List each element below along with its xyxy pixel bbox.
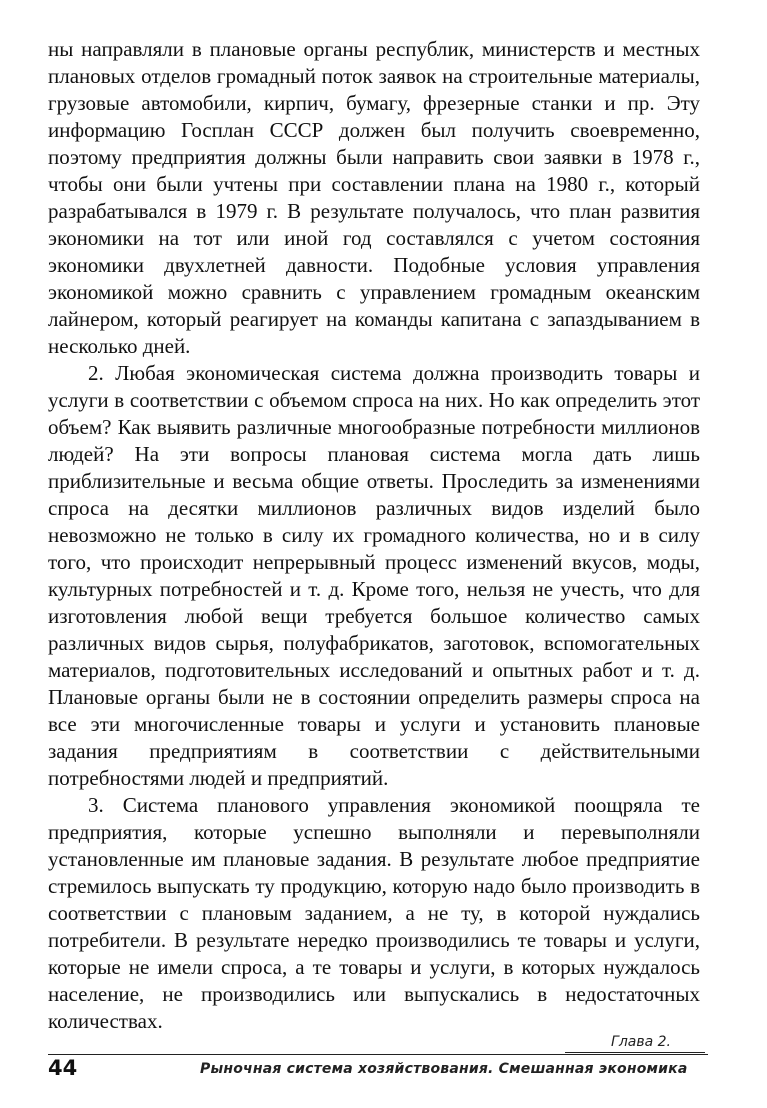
paragraph-point-2: 2. Любая экономическая система должна производить товары и услуги в соответствии с объемом спроса на них. Но как определить этот объем? Как выявить различные многообразные потребности миллионов людей? На эти вопросы плановая система могла дать лишь приблизительные и весьма общие ответы. Проследить за изменениями спроса на десятки миллионов различных видов изделий было невозможно не только в силу их громадного количества, но и в силу того, что происходит непрерывный процесс изменений вкусов, моды, культурных потребностей и т. д. Кроме того, нельзя не учесть, что для изготовления любой вещи требуется большое количество самых различных видов сырья, полуфабрикатов, заготовок, вспомогательных материалов, подготовительных исследований и опытных работ и т. д. Плановые органы были не в состоянии определить размеры спроса на все эти многочисленные товары и услуги и установить плановые задания предприятиям в соответствии с действительными потребностями людей и предприятий. [48,361,700,790]
paragraph-point-3: 3. Система планового управления экономикой поощряла те предприятия, которые успешно выполняли и перевыполняли установленные им плановые задания. В результате любое предприятие стремилось выпускать ту продукцию, которую надо было производить в соответствии с плановым заданием, а не ту, в которой нуждались потребители. В результате нередко производились те товары и услуги, которые не имели спроса, а те товары и услуги, в которых нуждалось население, не производились или выпускались в недостаточных количествах. [48,793,700,1033]
page-number: 44 [48,1056,78,1080]
footer-rule [48,1054,708,1055]
paragraph-continuation: ны направляли в плановые органы республик, министерств и местных плановых отделов громадный поток заявок на строительные материалы, грузовые автомобили, кирпич, бумагу, фрезерные станки и пр. Эту информацию Госплан СССР должен был получить своевременно, поэтому предприятия должны были направить свои заявки в 1978 г., чтобы они были учтены при составлении плана на 1980 г., который разрабатывался в 1979 г. В результате получалось, что план развития экономики на тот или иной год составлялся с учетом состояния экономики двухлетней давности. Подобные условия управления экономикой можно сравнить с управлением громадным океанским лайнером, который реагирует на команды капитана с запаздыванием в несколько дней. [48,37,700,358]
body-text [48,36,700,1035]
running-title: Рыночная система хозяйствования. Смешанная экономика [200,1061,688,1077]
chapter-label: Глава 2. [611,1034,671,1050]
chapter-rule [565,1052,705,1053]
